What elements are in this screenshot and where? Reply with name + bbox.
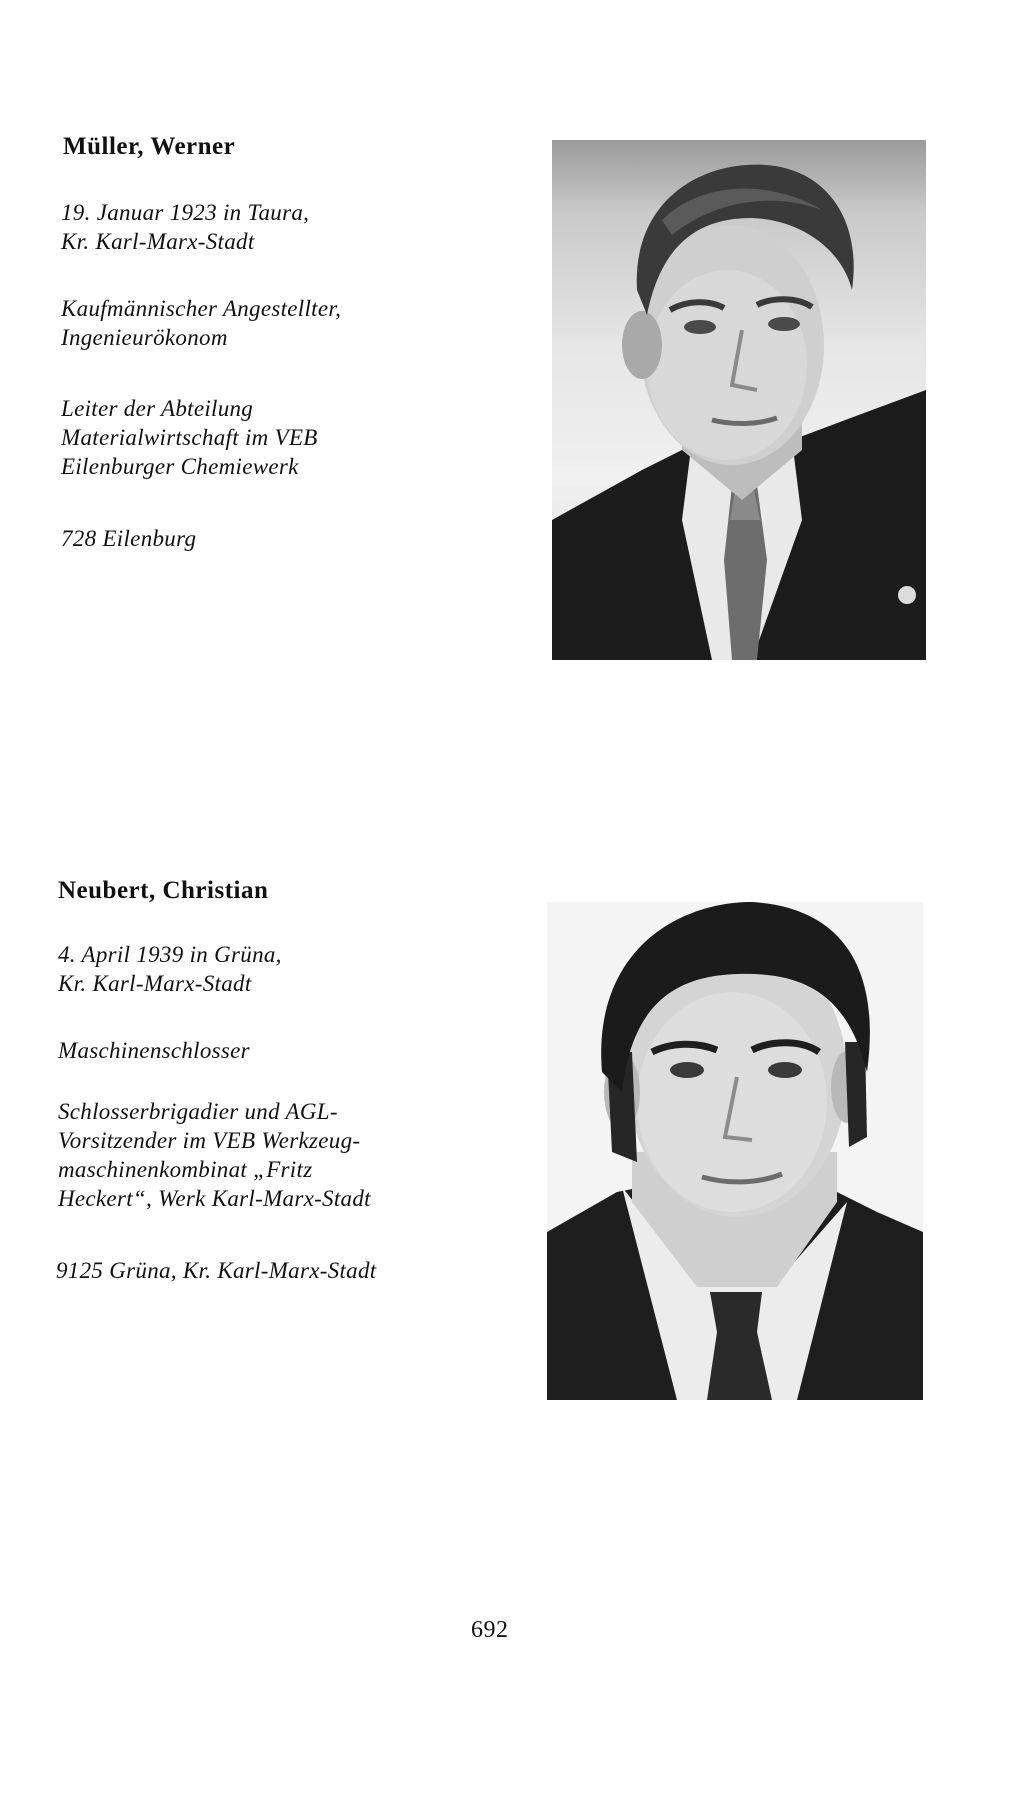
birth-info [61, 198, 309, 256]
profession-line: Maschinenschlosser [58, 1038, 250, 1063]
portrait-photo [552, 140, 926, 660]
position-line: Heckert“, Werk Karl-Marx-Stadt [58, 1186, 371, 1211]
position-info [61, 394, 318, 481]
entry-name: Neubert, Christian [58, 877, 269, 904]
position-line: Schlosserbrigadier und AGL- [58, 1099, 338, 1124]
birth-line: 19. Januar 1923 in Taura, [61, 200, 310, 225]
profession-info [58, 1036, 250, 1065]
profession-info [61, 294, 341, 352]
address-info [56, 1256, 376, 1285]
address-info [61, 524, 196, 553]
birth-line: Kr. Karl-Marx-Stadt [61, 229, 255, 254]
birth-info [58, 940, 282, 998]
position-line: Materialwirtschaft im VEB [61, 425, 318, 450]
address-line: 9125 Grüna, Kr. Karl-Marx-Stadt [56, 1258, 377, 1283]
position-info [58, 1097, 371, 1213]
entry-name: Müller, Werner [63, 133, 236, 160]
birth-line: Kr. Karl-Marx-Stadt [58, 971, 252, 996]
portrait-photo [547, 902, 923, 1400]
position-line: Leiter der Abteilung [61, 396, 254, 421]
position-line: maschinenkombinat „Fritz [58, 1157, 313, 1182]
page-number: 692 [471, 1617, 509, 1643]
birth-line: 4. April 1939 in Grüna, [58, 942, 282, 967]
profession-line: Kaufmännischer Angestellter, [61, 296, 342, 321]
address-line: 728 Eilenburg [61, 526, 197, 551]
position-line: Eilenburger Chemiewerk [61, 454, 299, 479]
profession-line: Ingenieurökonom [61, 325, 228, 350]
position-line: Vorsitzender im VEB Werkzeug- [58, 1128, 361, 1153]
